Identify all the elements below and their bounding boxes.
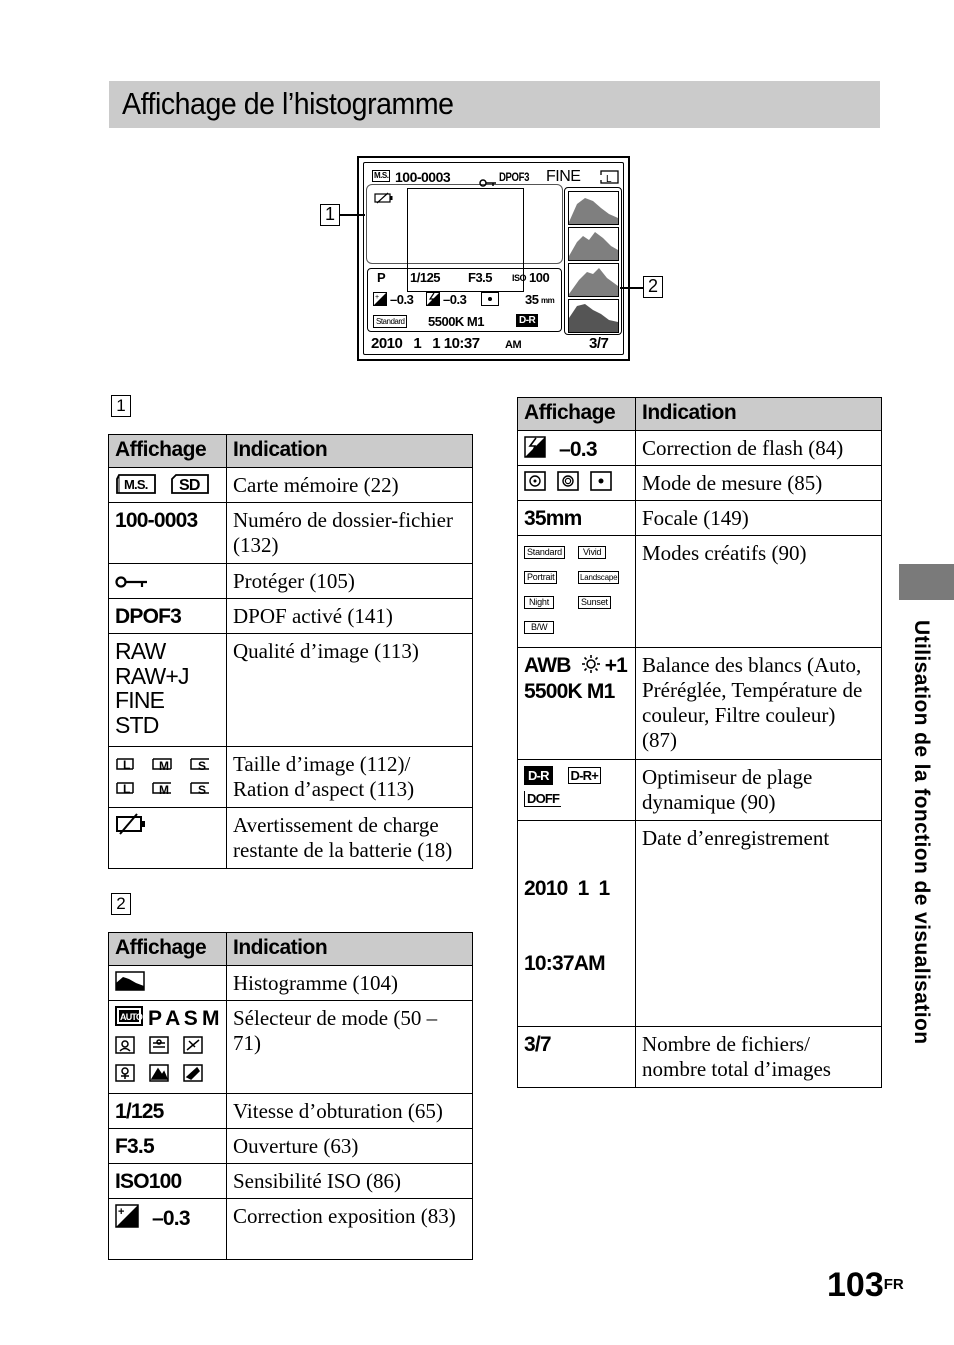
quality-raw-j: RAW+J (115, 662, 189, 689)
spot-metering-icon (590, 471, 612, 497)
rec-date: 2010 1 1 (524, 877, 610, 900)
callout-2-line (620, 287, 643, 289)
creative-style-standard-icon: Standard (373, 315, 407, 328)
lcd-white-balance: 5500K M1 (428, 314, 484, 329)
svg-text:+: + (118, 1206, 124, 1219)
svg-text:AUTO: AUTO (120, 1012, 143, 1023)
lcd-shutter: 1/125 (410, 270, 441, 285)
histogram-panel (564, 187, 622, 335)
row-ind: Ouverture (63) (227, 1129, 473, 1164)
row-ind: Sélecteur de mode (50 – 71) (227, 1001, 473, 1094)
quality-raw: RAW (115, 638, 166, 664)
histogram-red (568, 227, 619, 261)
ms-card-icon: M.S. (374, 171, 389, 180)
svg-text:M: M (159, 783, 169, 797)
section-2-label: 2 (111, 893, 131, 915)
creative-bw-icon: B/W (524, 621, 554, 634)
row-disp: DPOF3 (109, 599, 227, 634)
image-size-icons (115, 755, 219, 799)
table-row (109, 966, 473, 1001)
lcd-iso-label: ISO (512, 273, 527, 283)
page-number (827, 1266, 904, 1305)
svg-text:S: S (198, 759, 206, 773)
svg-text:SD: SD (179, 477, 200, 494)
row-ind: Nombre de fichiers/ nombre total d’images (636, 1027, 882, 1088)
flash-comp-icon (426, 292, 440, 311)
header-affichage: Affichage (518, 398, 636, 431)
flash-comp-icon (524, 436, 546, 464)
table-row (109, 1001, 473, 1094)
row-ind: Vitesse d’obturation (65) (227, 1094, 473, 1129)
histogram-green (568, 263, 619, 297)
lcd-counter: 3/7 (589, 335, 609, 352)
creative-vivid-icon: Vivid (578, 546, 606, 559)
table-row (109, 468, 473, 503)
svg-text:L: L (123, 758, 130, 772)
lcd-illustration (357, 156, 630, 361)
lcd-focal-unit: mm (541, 296, 555, 305)
wb-shift: +1 (604, 654, 628, 677)
callout-1: 1 (320, 204, 340, 226)
mode-pasm: P A S M (148, 1007, 219, 1030)
section-title-bar (109, 81, 880, 128)
lcd-mode: P (377, 270, 386, 285)
table-row (518, 466, 882, 501)
header-indication: Indication (227, 435, 473, 468)
row-ind: Mode de mesure (85) (636, 466, 882, 501)
row-ind: Balance des blancs (Auto, Préréglée, Température de couleur, Filtre couleur) (87) (636, 648, 882, 760)
battery-warning-icon (115, 813, 147, 841)
table-row (518, 431, 882, 466)
table-row (109, 747, 473, 808)
svg-text:S: S (198, 783, 206, 797)
lcd-focal: 35 (525, 292, 539, 307)
wb-awb: AWB (524, 654, 571, 677)
table-row (109, 808, 473, 869)
svg-text:+: + (375, 294, 380, 301)
table-area-2 (108, 932, 473, 1260)
row-disp: F3.5 (109, 1129, 227, 1164)
lcd-ampm: AM (505, 339, 522, 351)
quality-fine: FINE (115, 687, 165, 713)
protect-key-icon (115, 570, 149, 595)
row-ind: Qualité d’image (113) (227, 634, 473, 747)
histogram-luminance (568, 191, 619, 225)
row-disp: 3/7 (518, 1027, 636, 1088)
row-ind: Correction exposition (83) (227, 1199, 473, 1260)
row-disp: 1/125 (109, 1094, 227, 1129)
creative-sunset-icon: Sunset (578, 596, 611, 609)
table-area-2-continued (517, 397, 882, 1088)
callout-2: 2 (643, 276, 663, 298)
flash-comp-value: –0.3 (559, 437, 597, 461)
histogram-blue (568, 299, 619, 333)
chapter-label-text: Utilisation de la fonction de visualisation (910, 620, 933, 1045)
row-ind: Protéger (105) (227, 564, 473, 599)
page-number-value: 103 (827, 1266, 884, 1304)
lcd-iso: 100 (529, 270, 550, 285)
table-row (109, 1199, 473, 1260)
lcd-aperture: F3.5 (468, 270, 493, 285)
dro-off-text: OFF (535, 791, 560, 806)
table-header (109, 435, 473, 468)
sd-card-icon (170, 473, 210, 501)
row-disp: 100-0003 (109, 503, 227, 564)
lcd-flash-comp: –0.3 (443, 292, 467, 307)
row-ind: Avertissement de charge restante de la batterie (18) (227, 808, 473, 869)
multi-metering-icon (524, 471, 546, 497)
lcd-date: 2010 1 1 10:37 (371, 335, 480, 352)
lcd-folder-file: 100-0003 (395, 169, 451, 185)
table-row (518, 501, 882, 536)
ms-card-icon (115, 473, 157, 501)
row-disp: 35mm (518, 501, 636, 536)
center-metering-icon (557, 471, 579, 497)
row-ind: Histogramme (104) (227, 966, 473, 1001)
table-row (109, 1164, 473, 1199)
creative-portrait-icon: Portrait (524, 571, 557, 584)
svg-text:L: L (123, 782, 130, 796)
row-ind: Sensibilité ISO (86) (227, 1164, 473, 1199)
row-ind: Optimiseur de plage dynamique (90) (636, 760, 882, 821)
table-row (109, 599, 473, 634)
rec-time: 10:37AM (524, 952, 605, 975)
row-ind: Modes créatifs (90) (636, 536, 882, 648)
header-indication: Indication (227, 933, 473, 966)
lcd-quality: FINE (546, 168, 581, 185)
table-row (109, 1094, 473, 1129)
table-header (109, 933, 473, 966)
chapter-tab (899, 564, 954, 600)
table-row (109, 634, 473, 747)
row-ind: Date d’enregistrement (636, 821, 882, 1027)
dro-plus-icon: D-R+ (568, 767, 602, 784)
creative-night-icon: Night (524, 596, 554, 609)
daylight-sun-icon (582, 654, 600, 679)
row-ind: DPOF activé (141) (227, 599, 473, 634)
quality-std: STD (115, 711, 159, 738)
spot-metering-icon (481, 292, 499, 311)
page-number-suffix: FR (883, 1276, 904, 1293)
exposure-comp-icon (373, 292, 387, 311)
table-header (518, 398, 882, 431)
exposure-comp-value: –0.3 (152, 1207, 190, 1230)
page-title: Affichage de l’histogramme (122, 86, 454, 121)
table-row (518, 1027, 882, 1088)
lcd-exposure-comp: –0.3 (390, 292, 414, 307)
protect-key-icon (479, 174, 497, 192)
creative-standard-icon: Standard (524, 546, 565, 559)
table-row (109, 1129, 473, 1164)
svg-text:M: M (159, 759, 169, 773)
wb-kelvin: 5500K M1 (524, 679, 615, 703)
callout-1-line (340, 214, 365, 216)
creative-landscape-icon: Landscape (580, 573, 618, 582)
table-row (518, 536, 882, 648)
header-indication: Indication (636, 398, 882, 431)
chapter-label (909, 620, 939, 1050)
lcd-dpof: DPOF3 (499, 170, 530, 184)
table-row (109, 503, 473, 564)
table-row (109, 564, 473, 599)
section-1-label: 1 (111, 395, 131, 417)
table-row (518, 821, 882, 1027)
table-row (518, 760, 882, 821)
header-affichage: Affichage (109, 435, 227, 468)
row-ind: Numéro de dossier-fichier (132) (227, 503, 473, 564)
dro-off-icon: DOFF (524, 791, 561, 807)
svg-text:M.S.: M.S. (124, 477, 148, 492)
row-ind: Correction de flash (84) (636, 431, 882, 466)
battery-warning-icon (374, 191, 394, 209)
row-ind: Focale (149) (636, 501, 882, 536)
row-ind: Taille d’image (112)/ Ration d’aspect (113) (227, 747, 473, 808)
table-row (518, 648, 882, 760)
auto-mode-icon (115, 1006, 143, 1032)
dro-icon: D-R (516, 314, 538, 327)
exposure-comp-icon (115, 1204, 139, 1234)
histogram-icon (115, 971, 145, 997)
row-disp: ISO100 (109, 1164, 227, 1199)
svg-text:L: L (606, 174, 612, 184)
header-affichage: Affichage (109, 933, 227, 966)
table-area-1 (108, 434, 473, 869)
dro-auto-icon: D-R (524, 766, 553, 785)
row-ind: Carte mémoire (22) (227, 468, 473, 503)
scene-mode-icons (115, 1035, 205, 1087)
